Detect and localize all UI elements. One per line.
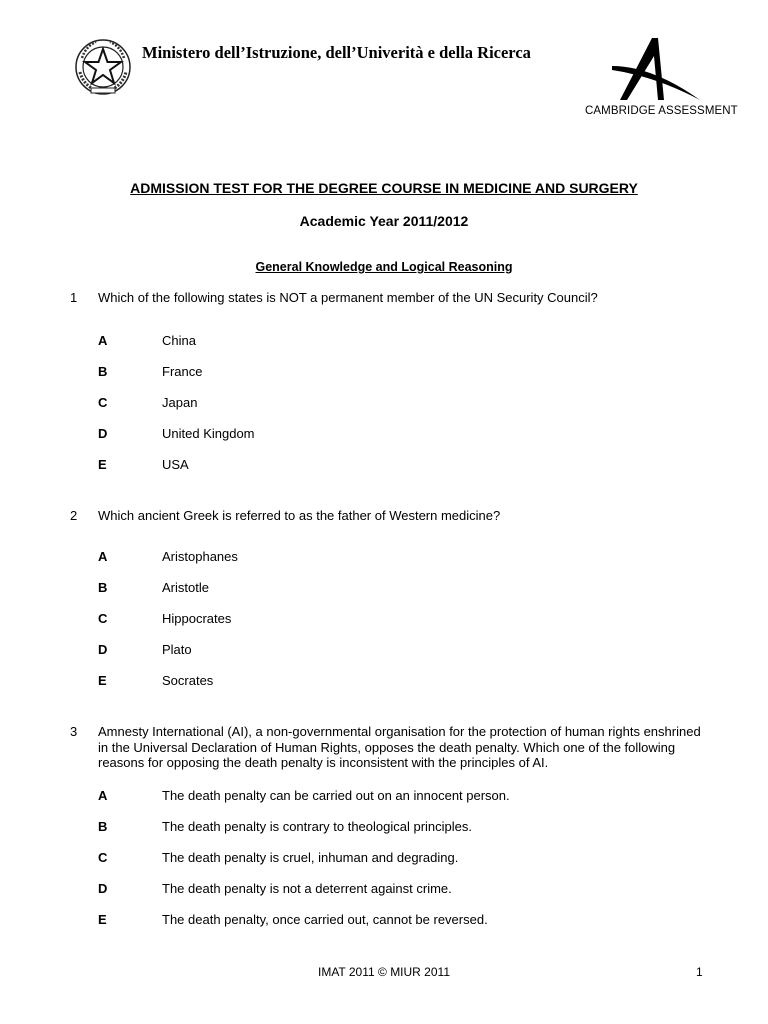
option-letter: A	[98, 333, 108, 348]
question-text: Which ancient Greek is referred to as the father of Western medicine?	[98, 508, 501, 523]
option-letter: D	[98, 881, 108, 896]
option-letter: C	[98, 611, 108, 626]
option-text: The death penalty is not a deterrent against crime.	[162, 881, 452, 896]
option-text: China	[162, 333, 196, 348]
option-text: United Kingdom	[162, 426, 255, 441]
option-letter: C	[98, 395, 108, 410]
option-letter: E	[98, 457, 107, 472]
option-text: Socrates	[162, 673, 214, 688]
option-letter: D	[98, 426, 108, 441]
option-text: The death penalty can be carried out on an innocent person.	[162, 788, 510, 803]
ministry-name: Ministero dell’Istruzione, dell’Univerità e della Ricerca	[142, 43, 531, 62]
option-letter: C	[98, 850, 108, 865]
option-letter: A	[98, 788, 108, 803]
option-letter: A	[98, 549, 108, 564]
academic-year: Academic Year 2011/2012	[299, 213, 469, 229]
option-letter: B	[98, 819, 108, 834]
option-text: France	[162, 364, 203, 379]
option-text: The death penalty is contrary to theological principles.	[162, 819, 473, 834]
option-letter: E	[98, 673, 107, 688]
question-number: 3	[70, 724, 78, 739]
italian-republic-emblem-icon	[74, 38, 132, 96]
option-letter: B	[98, 364, 108, 379]
test-title: ADMISSION TEST FOR THE DEGREE COURSE IN MEDICINE AND SURGERY	[130, 180, 638, 196]
option-letter: B	[98, 580, 108, 595]
option-text: The death penalty, once carried out, cannot be reversed.	[162, 912, 488, 927]
option-text: Hippocrates	[162, 611, 232, 626]
question-number: 2	[70, 508, 78, 523]
section-title: General Knowledge and Logical Reasoning	[255, 260, 513, 274]
question-text: Which of the following states is NOT a permanent member of the UN Security Council?	[98, 290, 598, 305]
option-text: USA	[162, 457, 189, 472]
question-text: Amnesty International (AI), a non-governmental organisation for the protection of human rights enshrined in the Universal Declaration of Human Rights, opposes the death penalty. Which one of the following reasons for opposing the death penalty is inconsistent with the principles of AI.	[98, 724, 701, 770]
question-number: 1	[70, 290, 78, 305]
cambridge-assessment-a-icon	[612, 36, 702, 102]
option-text: Plato	[162, 642, 192, 657]
footer-copyright: IMAT 2011 © MIUR 2011	[317, 965, 450, 979]
page-number: 1	[696, 965, 703, 979]
cambridge-assessment-wordmark: CAMBRIDGE ASSESSMENT	[585, 105, 738, 117]
option-letter: D	[98, 642, 108, 657]
option-letter: E	[98, 912, 107, 927]
option-text: The death penalty is cruel, inhuman and degrading.	[162, 850, 459, 865]
option-text: Japan	[162, 395, 198, 410]
option-text: Aristophanes	[162, 549, 238, 564]
option-text: Aristotle	[162, 580, 209, 595]
